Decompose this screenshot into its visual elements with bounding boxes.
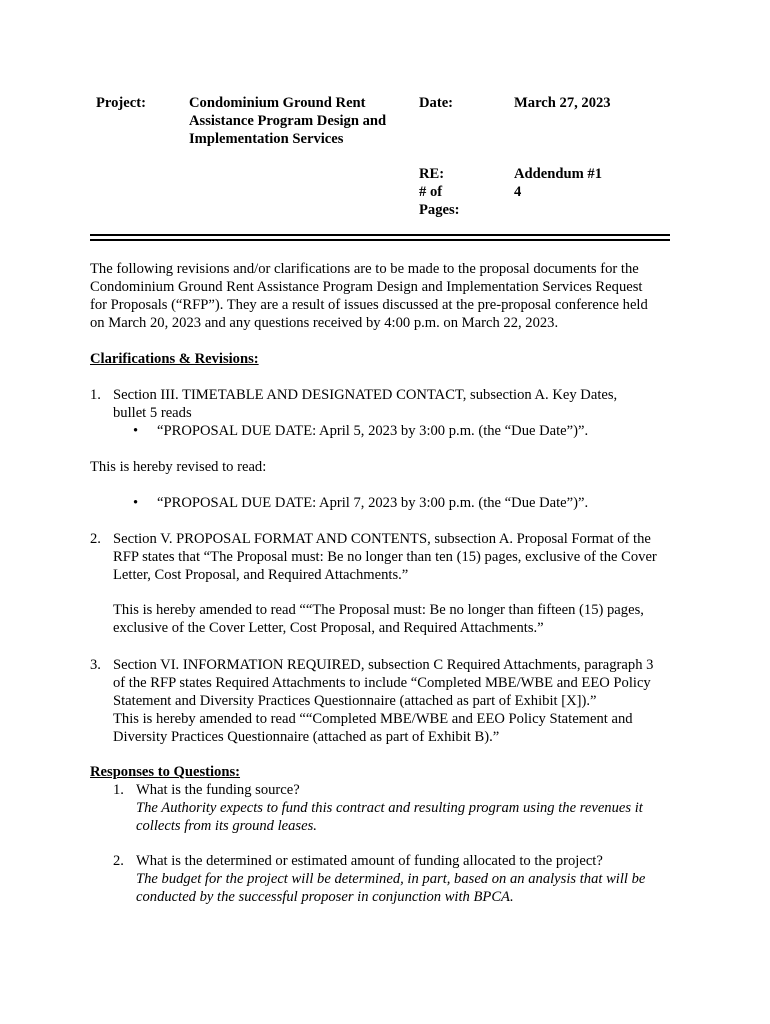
item-line: This is hereby amended to read ““Completed MBE/WBE and EEO Policy Statement and xyxy=(113,711,633,727)
question-number: 2. xyxy=(113,853,124,869)
intro-line: Condominium Ground Rent Assistance Program Design and Implementation Services Request xyxy=(90,279,643,295)
answer-line: The budget for the project will be determined, in part, based on an analysis that will be xyxy=(136,871,646,887)
bullet-icon: • xyxy=(133,423,139,439)
amended-line: This is hereby amended to read ““The Proposal must: Be no longer than fifteen (15) pages, xyxy=(113,602,644,618)
project-title-line: Implementation Services xyxy=(189,131,344,147)
revision-item-2 xyxy=(90,530,680,584)
question-item-2 xyxy=(113,852,683,906)
item-line: Section V. PROPOSAL FORMAT AND CONTENTS, subsection A. Proposal Format of the xyxy=(113,531,651,547)
project-title-line: Assistance Program Design and xyxy=(189,113,387,129)
intro-line: for Proposals (“RFP”). They are a result of issues discussed at the pre-proposal conference held xyxy=(90,297,648,313)
revision-item-3 xyxy=(90,656,680,746)
re-label: RE: xyxy=(419,166,445,182)
re-values xyxy=(514,165,674,201)
item-line: Section VI. INFORMATION REQUIRED, subsection C Required Attachments, paragraph 3 xyxy=(113,657,654,673)
amended-line: exclusive of the Cover Letter, Cost Proposal, and Required Attachments.” xyxy=(113,620,544,636)
answer-line: conducted by the successful proposer in conjunction with BPCA. xyxy=(136,889,514,905)
bullet-icon: • xyxy=(133,495,139,511)
revision-item-1 xyxy=(90,386,680,440)
intro-paragraph xyxy=(90,260,680,332)
item-line: bullet 5 reads xyxy=(113,405,192,421)
answer-line: The Authority expects to fund this contract and resulting program using the revenues it xyxy=(136,800,643,816)
pages-label-of: # of xyxy=(419,184,443,200)
bullet-text: “PROPOSAL DUE DATE: April 7, 2023 by 3:00 p.m. (the “Due Date”)”. xyxy=(157,495,589,511)
item-line: Diversity Practices Questionnaire (attached as part of Exhibit B).” xyxy=(113,729,500,745)
answer-line: collects from its ground leases. xyxy=(136,818,317,834)
divider-rule xyxy=(90,234,670,236)
item-line: of the RFP states Required Attachments to include “Completed MBE/WBE and EEO Policy xyxy=(113,675,651,691)
re-labels xyxy=(419,165,499,219)
item-line: RFP states that “The Proposal must: Be no longer than ten (15) pages, exclusive of the Cover xyxy=(113,549,657,565)
project-title-line: Condominium Ground Rent xyxy=(189,95,366,111)
question-text: What is the funding source? xyxy=(136,782,300,798)
item-number: 3. xyxy=(90,657,101,673)
question-text: What is the determined or estimated amount of funding allocated to the project? xyxy=(136,853,603,869)
pages-label: Pages: xyxy=(419,202,460,218)
intro-line: on March 20, 2023 and any questions received by 4:00 p.m. on March 22, 2023. xyxy=(90,315,559,331)
revised-bullet-item xyxy=(90,494,680,512)
date-value: March 27, 2023 xyxy=(514,95,611,111)
date-label: Date: xyxy=(419,95,454,111)
item-line: Section III. TIMETABLE AND DESIGNATED CONTACT, subsection A. Key Dates, xyxy=(113,387,618,403)
amended-paragraph xyxy=(90,601,680,637)
pages-value: 4 xyxy=(514,184,522,200)
project-label: Project: xyxy=(96,95,146,111)
revised-intro: This is hereby revised to read: xyxy=(90,459,267,475)
intro-line: The following revisions and/or clarifications are to be made to the proposal documents for the xyxy=(90,261,639,277)
responses-heading: Responses to Questions: xyxy=(90,764,241,780)
item-number: 1. xyxy=(90,387,101,403)
clarifications-heading: Clarifications & Revisions: xyxy=(90,351,259,367)
item-number: 2. xyxy=(90,531,101,547)
bullet-item xyxy=(113,422,680,440)
question-item-1 xyxy=(113,781,683,835)
item-line: Statement and Diversity Practices Questionnaire (attached as part of Exhibit [X]).” xyxy=(113,693,597,709)
divider-rule xyxy=(90,239,670,241)
project-title xyxy=(189,94,409,148)
addendum-value: Addendum #1 xyxy=(514,166,602,182)
question-number: 1. xyxy=(113,782,124,798)
item-line: Letter, Cost Proposal, and Required Attachments.” xyxy=(113,567,409,583)
bullet-text: “PROPOSAL DUE DATE: April 5, 2023 by 3:00 p.m. (the “Due Date”)”. xyxy=(157,423,589,439)
